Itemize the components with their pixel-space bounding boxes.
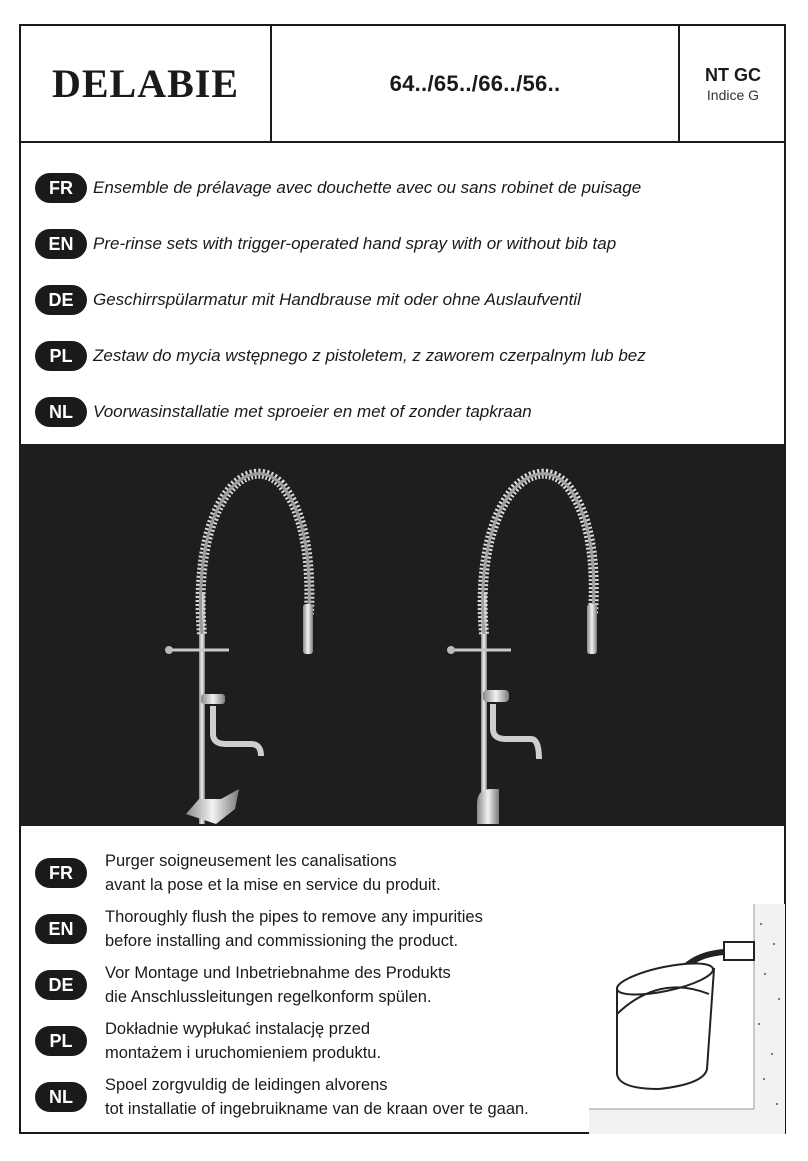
instruction-text <box>105 1073 529 1121</box>
instruction-row-pl <box>35 1016 381 1066</box>
language-badge: PL <box>35 1026 87 1056</box>
title-row-nl <box>35 394 532 430</box>
title-text: Zestaw do mycia wstępnego z pistoletem, z zaworem czerpalnym lub bez <box>93 346 646 365</box>
brand-logo: DELABIE <box>51 61 240 106</box>
product-illustration <box>21 444 784 826</box>
title-row-en <box>35 226 616 262</box>
title-text: Ensemble de prélavage avec douchette avec ou sans robinet de puisage <box>93 178 642 197</box>
revision-label: Indice G <box>706 86 760 103</box>
language-badge: EN <box>35 914 87 944</box>
pre-rinse-faucet-left <box>165 474 313 824</box>
instruction-line: Vor Montage und Inbetriebnahme des Produkts <box>105 964 451 982</box>
instruction-line: Purger soigneusement les canalisations <box>105 852 397 870</box>
document-id: NT GC <box>705 64 761 85</box>
instruction-text <box>105 1017 381 1065</box>
pre-rinse-faucet-right <box>447 474 597 824</box>
language-badge: PL <box>35 341 87 371</box>
brand-cell <box>21 26 272 141</box>
instruction-text <box>105 905 483 953</box>
title-row-fr <box>35 170 641 206</box>
language-badge: DE <box>35 970 87 1000</box>
instruction-line: Spoel zorgvuldig de leidingen alvorens <box>105 1076 388 1094</box>
instruction-row-fr <box>35 848 441 898</box>
title-row-pl <box>35 338 646 374</box>
instruction-row-nl <box>35 1072 529 1122</box>
instruction-line: tot installatie of ingebruikname van de kraan over te gaan. <box>105 1100 529 1118</box>
wall-connector-icon <box>724 942 754 960</box>
instruction-line: avant la pose et la mise en service du produit. <box>105 876 441 894</box>
instruction-line: before installing and commissioning the product. <box>105 932 459 950</box>
language-badge: NL <box>35 1082 87 1112</box>
instruction-text <box>105 961 451 1009</box>
floor-icon <box>589 1109 785 1134</box>
page-frame <box>19 24 786 1134</box>
instruction-line: Thoroughly flush the pipes to remove any impurities <box>105 908 483 926</box>
product-photo-band <box>21 444 784 826</box>
title-text: Pre-rinse sets with trigger-operated hand spray with or without bib tap <box>93 234 617 253</box>
wall-icon <box>754 904 785 1134</box>
language-badge: DE <box>35 285 87 315</box>
product-references: 64../65../66../56.. <box>389 70 561 96</box>
header <box>21 26 784 143</box>
instruction-text <box>105 849 441 897</box>
instruction-line: Dokładnie wypłukać instalację przed <box>105 1020 371 1038</box>
instruction-line: montażem i uruchomieniem produktu. <box>105 1044 382 1062</box>
instruction-row-de <box>35 960 451 1010</box>
references-cell <box>272 26 680 141</box>
instruction-row-en <box>35 904 483 954</box>
bucket-icon <box>615 957 716 1089</box>
title-row-de <box>35 282 581 318</box>
document-id-cell <box>680 26 786 141</box>
language-badge: EN <box>35 229 87 259</box>
language-badge: NL <box>35 397 87 427</box>
title-text: Voorwasinstallatie met sproeier en met of zonder tapkraan <box>93 402 532 421</box>
title-text: Geschirrspülarmatur mit Handbrause mit oder ohne Auslaufventil <box>93 290 581 309</box>
pipe-flush-illustration <box>589 904 785 1134</box>
language-badge: FR <box>35 858 87 888</box>
instruction-line: die Anschlussleitungen regelkonform spülen. <box>105 988 432 1006</box>
language-badge: FR <box>35 173 87 203</box>
